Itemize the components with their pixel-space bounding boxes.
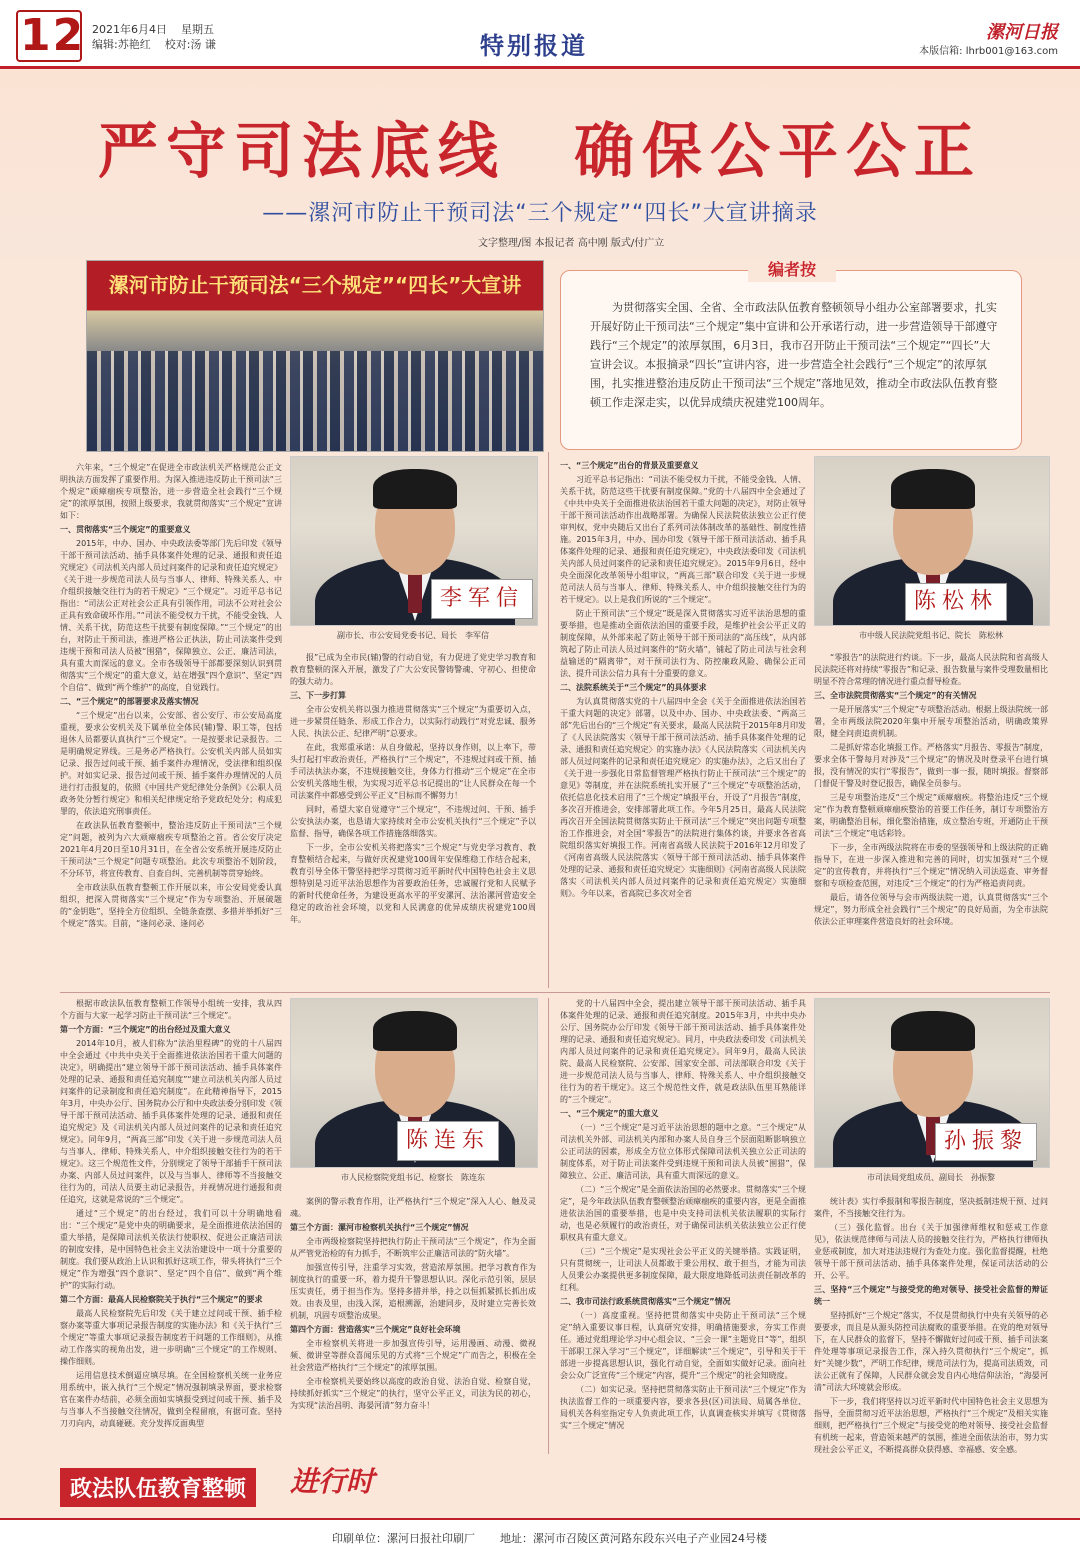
center-divider-top [548,452,549,988]
paragraph: 通过“三个规定”的出台经过，我们可以十分明确地看出：“三个规定”是党中央的明确要求，是全面推进依法治国的重大举措，是保障司法机关依法行使职权、促进公正廉洁司法的制度安排，是中国特色社会主义法治建设中一项十分重要的制度。我们要从政治上认识和抓好这项工作，带头将执行“三个规定”作为增强“四个意识”、坚定“四个自信”、做到“两个维护”的实际行动。 [60,1209,282,1290]
column-bottom-3 [560,998,806,1498]
section-heading: 一、“三个规定”的重大意义 [560,1109,659,1118]
section-heading: 第四个方面：营造落实“三个规定”良好社会环境 [290,1325,461,1334]
paragraph: 2014年10月，被人们称为“法治里程碑”的党的十八届四中全会通过《中共中央关于全面推进依法治国若干重大问题的决定》，明确提出“建立领导干部干预司法活动、插手具体案件处理的记录、通报和责任追究制度”“建立司法机关内部人员过问案件的记录制度和责任追究制度”。在此精神指导下，2015年3月，中央办公厅、国务院办公厅和中央政法委分别印发《领导干部干预司法活动、插手具体案件处理的记录、通报和责任追究规定》及《司法机关内部人员过问案件的记录和责任追究规定》。同年9月，“两高三部”印发《关于进一步规范司法人员与当事人、律师、特殊关系人、中介组织接触交往行为的若干规定》。这三个规范性文件，分别规定了领导干部插手干预司法办案、内部人员过问案件，以及与当事人、律师等不当接触交往行为的，司法人员要主动记录报告，并视情况进行通报和责任追究，这就是常说的“三个规定”。 [60,1039,282,1204]
nameplate-chen-songlin: 陈松林 [905,583,1007,621]
caption-li-junxin: 副市长、市公安局党委书记、局长 李军信 [337,631,489,640]
caption-sun-zhenli: 市司法局党组成员、副局长 孙振黎 [867,1173,995,1182]
paragraph: 一是开展落实“三个规定”专项整治活动。根据上级法院统一部署，全市两级法院2020年集中开展专项整治活动，明确政策界限，健全问责追责机制。 [814,705,1048,738]
section-heading: 三、下一步打算 [290,691,346,700]
section-heading: 第一个方面：“三个规定”的出台经过及重大意义 [60,1025,231,1034]
paragraph: 根据市政法队伍教育整顿工作领导小组统一安排，我从四个方面与大家一起学习防止干预司法“三个规定”。 [60,999,282,1020]
issue-weekday: 星期五 [181,23,214,36]
section-title: 特别报道 [480,32,588,60]
campaign-suffix: 进行时 [290,1465,375,1498]
editor-note-text: 为贯彻落实全国、全省、全市政法队伍教育整顿领导小组办公室部署要求，扎实开展好防止干预司法“三个规定”集中宣讲和公开承诺行动，进一步营造领导干部遵守践行“三个规定”的浓厚氛围，6月3日，我市召开防止干预司法“三个规定”“四长”大宣讲会议。本报摘录“四长”宣讲内容，进一步营造全社会践行“三个规定”的浓厚氛围，扎实推进整治违反防止干预司法“三个规定”落地见效，推动全市政法队伍教育整顿工作走深走实，以优异成绩庆祝建党100周年。 [590,301,998,409]
column-bottom-2 [290,1196,536,1454]
section-heading: 二、我市司法行政系统贯彻落实“三个规定”情况 [560,1297,731,1306]
caption-chen-songlin: 市中级人民法院党组书记、院长 陈松林 [859,631,1003,640]
center-divider-bottom [548,998,549,1454]
masthead [0,0,1080,66]
paragraph: （二）“三个规定”是全面依法治国的必然要求。贯彻落实“三个规定”，是今年政法队伍教育整顿整治顽瘴痼疾的重要内容，更是全面推进依法治国的重要举措，也是中央支持司法机关依法履职的实际行动，也是必须履行的政治责任，对于确保司法机关依法独立公正行使职权具有重大意义。 [560,1185,806,1242]
paragraph: （二）如实记录。坚持把贯彻落实防止干预司法“三个规定”作为执法监督工作的一项重要内容，要求各县(区)司法局、局属各单位、局机关各科室指定专人负责此项工作，认真调查核实并填写《贯彻落实“三个规定”情况 [560,1385,806,1430]
portrait-li-junxin [290,456,538,626]
paragraph: 为认真贯彻落实党的十八届四中全会《关于全面推进依法治国若干重大问题的决定》部署，以及中办、国办、中央政法委、“两高三部”先后出台的“三个规定”有关要求，最高人民法院于2015年8月印发了《人民法院落实〈领导干部干预司法活动、插手具体案件处理的记录、通报和责任追究规定〉的实施办法》《人民法院落实〈司法机关内部人员过问案件的记录和责任追究规定〉的实施办法》，之后又出台了《关于进一步强化日常监督管理严格执行防止干预司法“三个规定”的意见》等制度，并在法院系统扎实开展了“三个规定”专项整治活动，依托信息化技术启用了“三个规定”填报平台，开设了“月报告”制度，多次召开推进会，安排部署此项工作。今年5月25日，最高人民法院再次召开全国法院贯彻落实防止干预司法“三个规定”突出问题专项整治工作推进会，对全国“零报告”的法院进行集体约谈，并要求各省高院组织落实好填报工作。河南省高级人民法院于2016年12月印发了《河南省高级人民法院落实〈领导干部干预司法活动、插手具体案件处理的记录、通报和责任追究规定〉实施细则》《河南省高级人民法院落实〈司法机关内部人员过问案件的记录和责任追究规定〉实施细则》。今年以来，省高院已多次对全省 [560,697,806,898]
section-heading: 第二个方面：最高人民检察院关于执行“三个规定”的要求 [60,1295,263,1304]
paragraph: （三）强化监督。出台《关于加强律师维权和惩戒工作意见》，依法规范律师与司法人员的接触交往行为，严格执行律师执业惩戒制度，加大对违法违规行为查处力度。强化监督提醒，杜绝领导干部干预司法活动、插手具体案件处理，保证司法活动的公开、公平。 [814,1223,1048,1280]
nameplate-li-junxin: 李军信 [431,579,533,619]
editor-note-tag: 编者按 [748,258,836,282]
meeting-photo [86,260,544,452]
paragraph: 运用信息技术倒逼应填尽填。在全国检察机关统一业务应用系统中，嵌入执行“三个规定”情况强制填录界面，要求检察官在案件办结前，必须全面如实填报受到过问或干预、插手及与当事人不当接触交往情况，做到全程留痕，有据可查。坚持刀刃向内，动真碰硬。充分发挥反面典型 [60,1371,282,1428]
article-byline: 文字整理/图 本报记者 高中刚 版式/付广立 [478,238,665,249]
paragraph: “零报告”的法院进行约谈。下一步，最高人民法院和省高级人民法院还将对持续“零报告”和记录、报告数量与案件受理数量相比明显不符合常理的情况进行重点督导检查。 [814,653,1048,686]
column-bottom-4 [814,1196,1048,1498]
paragraph: 坚持抓好“三个规定”落实，不仅是贯彻执行中央有关领导的必要要求，而且是从源头防控司法腐败的重要举措。在党的绝对领导下，在人民群众的监督下，坚持不懈做好过问或干预、插手司法案件处理等事项记录报告工作，深入持久贯彻执行“三个规定”，抓好“关键少数”，严明工作纪律，规范司法行为，提高司法质效，司法公正就有了保障，人民群众就会发自内心地信仰法治，“海晏河清”司法大环境就会形成。 [814,1311,1048,1392]
caption-chen-liandong: 市人民检察院党组书记、检察长 陈连东 [341,1173,485,1182]
section-heading: 一、“三个规定”出台的背景及重要意义 [560,461,699,470]
proofreader-credit: 校对:汤 谦 [164,38,216,51]
printer-info: 印刷单位：漯河日报社印刷厂 [332,1532,475,1545]
editor-credit: 编辑:苏艳红 [92,38,151,51]
issue-meta [92,22,230,52]
paragraph: 统计表》实行季报制和零报告制度，坚决抵制违规干预、过问案件，不当接触交往行为。 [814,1197,1048,1218]
masthead-rule [0,66,1080,69]
nameplate-sun-zhenli: 孙振黎 [935,1123,1037,1161]
address-info: 地址：漯河市召陵区黄河路东段东兴电子产业园24号楼 [500,1532,767,1545]
paragraph: 全市公安机关将以强力推进贯彻落实“三个规定”为重要切入点，进一步紧贯任链条、形成工作合力，以实际行动践行“对党忠诚、服务人民、执法公正、纪律严明”总要求。 [290,705,536,738]
paragraph: 报”已成为全市民(辅)警的行动自觉，有力促进了党史学习教育和教育整顿的深入开展，激发了广大公安民警铸警魂、守初心、担使命的强大动力。 [290,653,536,686]
nameplate-chen-liandong: 陈连东 [397,1121,499,1161]
meeting-banner-text: 漯河市防止干预司法“三个规定”“四长”大宣讲 [108,273,522,297]
paragraph: （一）高度重视。坚持把贯彻落实中央防止干预司法“三个规定”纳入重要议事日程，认真研究安排，明确措施要求，夯实工作责任。通过党组理论学习中心组会议、“三会一课”主题党日“等”，组织干部职工深入学习“三个规定”，详细解读“三个规定”，引导和关于干部进一步提高思想认识，强化行动自觉，全面如实做好记录。面向社会公众广泛宣传“三个规定”内容，提升“三个规定”的社会知晓度。 [560,1311,806,1380]
paragraph: 同时，希望大家自觉遵守“三个规定”，不违规过问、干预、插手公安执法办案，也恳请大家持续对全市公安机关执行“三个规定”予以监督、指导，确保各项工作措施落细落实。 [290,805,536,838]
paragraph: 全市检察机关将进一步加强宣传引导，运用漫画、动漫、微视频、微讲堂等群众喜闻乐见的方式将“三个规定”广而告之，积极在全社会营造严格执行“三个规定”的浓厚氛围。 [290,1339,536,1372]
article-title: 严守司法底线 确保公平公正 [98,117,982,187]
paragraph: 2015年，中办、国办、中央政法委等部门先后印发《领导干部干预司法活动、插手具体案件处理的记录、通报和责任追究规定》《司法机关内部人员过问案件的记录和责任追究规定》《关于进一步规范司法人员与当事人、律师、特殊关系人、中介组织接触交往行为的若干规定》“三个规定”。习近平总书记指出：“司法公正对社会公正具有引领作用，司法不公对社会公正具有致命破坏作用。”“司法不能受权力干扰，不能受金钱、人情、关系干扰，防范这些干扰要有制度保障。”“三个规定”的出台，对防止干预司法，推进严格公正执法，防止司法案件受到违规干预和司法人员被“围猎”，保障独立、公正、廉洁司法，具有重大而深远的意义。全市各级领导干部都要深刻认识到贯彻落实“三个规定”的重大意义，站在增强“四个意识”、坚定“四个自信”、做到“两个维护”的高度，自觉践行。 [60,539,282,692]
section-heading: 三、全市法院贯彻落实“三个规定”的有关情况 [814,691,977,700]
paragraph: 三是专项整治违反“三个规定”顽瘴痼疾。将整治违反“三个规定”作为教育整顿顽瘴痼疾整治的首要工作任务，制订专项整治方案，明确整治目标，细化整治措施，成立整治专班，开通防止干预司法“三个规定”电话彩铃。 [814,793,1048,838]
issue-date: 2021年6月4日 [92,23,167,36]
audience-image [87,351,543,451]
paragraph: 党的十八届四中全会，提出建立领导干部干预司法活动、插手具体案件处理的记录、通报和责任追究制度。2015年3月，中共中央办公厅、国务院办公厅印发《领导干部干预司法活动、插手具体案件处理的记录、通报和责任追究规定》。同月，中央政法委印发《司法机关内部人员过问案件的记录和责任追究规定》。同年9月，最高人民法院、最高人民检察院、公安部、国家安全部、司法部联合印发《关于进一步规范司法人员与当事人、律师、特殊关系人、中介组织接触交往行为的若干规定》。这三个规范性文件，就是政法队伍里耳熟能详的“三个规定”。 [560,999,806,1104]
column-top-1 [60,462,282,990]
column-top-4 [814,652,1048,990]
portrait-sun-zhenli [814,998,1050,1168]
section-heading: 二、法院系统关于“三个规定”的具体要求 [560,683,707,692]
paragraph: 在此，我郑重承诺：从自身做起，坚持以身作则，以上率下，带头打起打牢政治责任，严格执行“三个规定”，不违规过问或干预、插手司法执法办案，不违规接触交往，身体力行推动“三个规定”在全市公安机关落地生根，为实现习近平总书记提出的“让人民群众在每一个司法案件中都感受到公平正义”目标而不懈努力！ [290,743,536,800]
paragraph: 最高人民检察院先后印发《关于建立过问或干预、插手检察办案等重大事项记录报告制度的实施办法》和《关于执行“三个规定”等重大事项记录报告制度若干问题的工作细则》，从推动工作落实的视角出发，进一步明确“三个规定”的工作规则、操作细则。 [60,1309,282,1366]
paragraph: （一）“三个规定”是习近平法治思想的题中之意。“三个规定”从司法机关外部、司法机关内部和办案人员自身三个层面阻断影响独立公正司法的因素，形成全方位立体形式保障司法机关独立公正司法的制度体系，对于防止司法案件受到违规干预和司法人员被“围猎”，保障独立、公正、廉洁司法，具有重大而深远的意义。 [560,1123,806,1180]
paragraph: （三）“三个规定”是实现社会公平正义的关键举措。实践证明，只有贯彻统一，让司法人员都敢于秉公用权、敢于担当，才能为司法人员秉公办案提供更多制度保障，最大限度地降低司法责任制改革的红利。 [560,1247,806,1292]
paragraph: 下一步，我们将坚持以习近平新时代中国特色社会主义思想为指导，全面贯彻习近平法治思想，严格执行“三个规定”及相关实施细则，把严格执行“三个规定”与接受党的绝对领导、接受社会监督有机统一起来，营造领来越严的氛围，推进全面依法治市，努力实现社会公平正义，不断提高群众获得感、幸福感、安全感。 [814,1397,1048,1454]
column-bottom-1 [60,998,282,1454]
article-subtitle: ——漯河市防止干预司法“三个规定”“四长”大宣讲摘录 [262,201,818,226]
newspaper-logo: 漯河日报 [986,22,1058,43]
paragraph: 最后，请各位领导与会市两级法院一道，认真贯彻落实“三个规定”，努力形成全社会践行“三个规定”的良好局面，为全市法院依法公正审理案件营造良好的社会环境。 [814,893,1048,926]
paragraph: 下一步，全市公安机关将把落实“三个规定”与党史学习教育、教育整顿结合起来，与做好庆祝建党100周年安保维稳工作结合起来，教育引导全体干警坚持把学习贯彻习近平新时代中国特色社会主义思想特别是习近平法治思想作为首要政治任务，忠诚履行党和人民赋予的新时代使命任务，为建设更高水平的平安漯河、法治漯河营造安全稳定的政治社会环境，以党和人民满意的优异成绩庆祝建党100周年。 [290,843,536,924]
printer-line [0,1518,1080,1554]
paragraph: 案例的警示教育作用，让严格执行“三个规定”深入人心、触及灵魂。 [290,1197,536,1218]
paragraph: 六年来，“三个规定”在促进全市政法机关严格规范公正文明执法方面发挥了重要作用。为深入推进违反防止干预司法“三个规定”顽瘴痼疾专项整治，进一步营造全社会践行“三个规定”的浓厚氛围，按照上级要求，我就贯彻落实“三个规定”宣讲如下： [60,463,282,520]
paragraph: 全市两级检察院坚持把执行防止干预司法“三个规定”，作为全面从严管党治检的有力抓手，不断筑牢公正廉洁司法的“防火墙”。 [290,1237,536,1258]
paragraph: 全市政法队伍教育整顿工作开展以来，市公安局党委认真组织，把深入贯彻落实“三个规定”作为专项整治、开展破题的“金钥匙”，坚持全方位组织、全链条查摆、多措并举抓好“三个规定”落实。目前，“逢问必录、逢问必 [60,883,282,928]
newspaper-email: 本版信箱: lhrb001@163.com [919,46,1058,57]
page-number: 12 [20,10,86,61]
paragraph: 全市检察机关要始终以高度的政治自觉、法治自觉、检察自觉，持续抓好抓实“三个规定”的执行，坚守公平正义，司法为民的初心，为实现“法治昌明、海晏河清”努力奋斗！ [290,1377,536,1410]
paragraph: 下一步，全市两级法院将在市委的坚强领导和上级法院的正确指导下，在进一步深入推进和完善的同时，切实加强对“三个规定”的宣传教育，并将执行“三个规定”情况纳入司法巡查、审务督察和专项检查范围，对违反“三个规定”的行为严格追责问责。 [814,843,1048,888]
paragraph: 防止干预司法“三个规定”既是深入贯彻落实习近平法治思想的重要举措，也是推动全面依法治国的重要手段，是维护社会公平正义的制度保障，从外部来起了防止领导干部干预司法的“高压线”，从内部筑起了防止司法人员过问案件的“防火墙”，铺起了防止司法与社会利益输送的“隔离带”，对干预司法行为、防控廉政风险、确保公正司法、提升司法公信力具有十分重要的意义。 [560,609,806,678]
paragraph: 加强宣传引导，注重学习实效，营造浓厚氛围。把学习教育作为制度执行的重要一环，着力提升干警思想认识。深化示范引领，层层压实责任，勇于担当作为。坚持多措并举，持之以恒抓紧抓长抓出成效。由表及里，由浅入深，追根溯源，治建同步，及时建立完善长效机制，巩固专项整治成果。 [290,1263,536,1320]
portrait-chen-songlin [814,456,1050,626]
portrait-chen-liandong [290,998,538,1168]
campaign-label: 政法队伍教育整顿 [60,1468,256,1507]
column-top-2 [290,652,536,990]
row-divider [60,992,1050,993]
section-heading: 一、贯彻落实“三个规定”的重要意义 [60,525,191,534]
paragraph: 习近平总书记指出：“司法不能受权力干扰，不能受金钱、人情、关系干扰，防范这些干扰要有制度保障。”党的十八届四中全会通过了《中共中央关于全面推进依法治国若干重大问题的决定》，对防止领导干部干预司法活动作出战略部署。为确保人民法院依法独立公正行使审判权，党中央随后又出台了系列司法体制改革的基础性、制度性措施。2015年3月，中办、国办印发《领导干部干预司法活动、插手具体案件处理的记录、通报和责任追究规定》，中央政法委印发《司法机关内部人员过问案件的记录和责任追究规定》。2015年9月6日，经中央全面深化改革领导小组审议，“两高三部”联合印发《关于进一步规范司法人员与当事人、律师、特殊关系人、中介组织接触交往行为的若干规定》。以上是我们所说的“三个规定”。 [560,475,806,604]
paragraph: 二是抓好常态化填报工作。严格落实“月报告、零报告”制度，要求全体干警每月对涉及“三个规定”的情况及时登录平台进行填报，没有情况的实行“零报告”，做到一事一报，随时填报。督察部门督促干警及时登记报告，确保全员参与。 [814,743,1048,788]
paragraph: 在政法队伍教育整顿中，整治违反防止干预司法“三个规定”问题，被列为六大顽瘴痼疾专项整治之首。省公安厅决定2021年4月20日至10月31日，在全省公安系统开展违反防止干预司法“三个规定”问题专项整治。此次专项整治不划阶段，不分环节，将宣传教育、自查自纠、完善机制等贯穿始终。 [60,821,282,878]
column-top-3 [560,458,806,990]
section-heading: 二、“三个规定”的部署要求及落实情况 [60,697,199,706]
paragraph: “三个规定”出台以来，公安部、省公安厅、市公安局高度重视，要求公安机关及下属单位全体民(辅)警、职工等，包括退休人员都要认真执行“三个规定”。一是按要求记录报告。二是明确规定界线。三是务必严格执行。公安机关内部人员如实记录、报告过问或干预、插手案件办理情况，受法律和组织保护。对如实记录、报告过问或干预、插手案件办理情况的人员进行打击报复的，依照《中国共产党纪律处分条例》《公职人员政务处分暂行规定》和相关纪律规定给予党政纪处分；构成犯罪的，依法追究刑事责任。 [60,711,282,816]
section-heading: 三、坚持“三个规定”与接受党的绝对领导、接受社会监督的辩证统一 [814,1285,1048,1306]
section-heading: 第三个方面：漯河市检察机关执行“三个规定”情况 [290,1223,469,1232]
